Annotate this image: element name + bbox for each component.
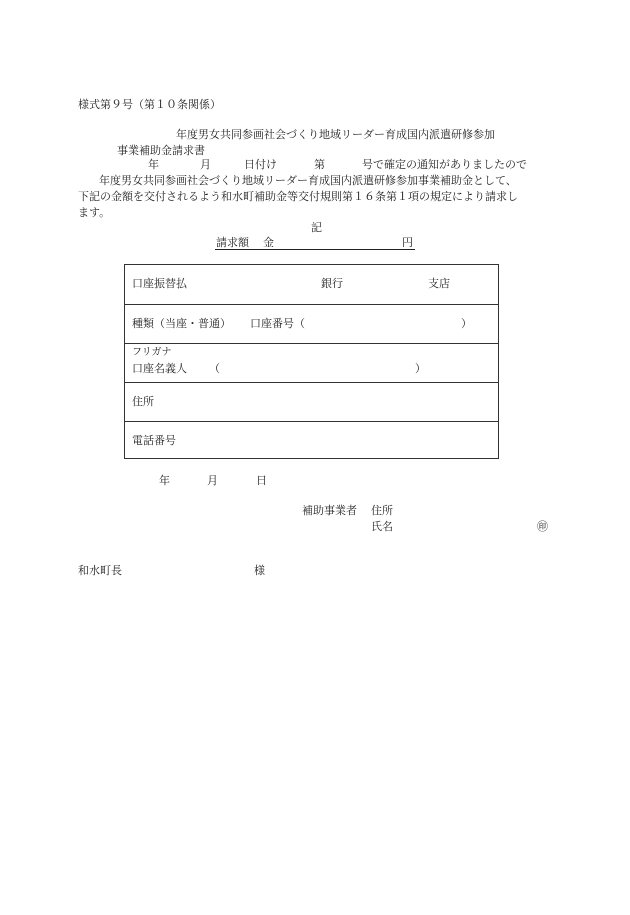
notice-year: 年 xyxy=(148,158,159,171)
body-line-2: 下記の金額を交付されるよう和水町補助金等交付規則第１６条第１項の規定により請求し xyxy=(78,190,518,203)
body-line-1: 年度男女共同参画社会づくり地域リーダー育成国内派遣研修参加事業補助金として、 xyxy=(99,174,517,187)
title-line-1: 年度男女共同参画社会づくり地域リーダー育成国内派遣研修参加 xyxy=(176,128,495,141)
account-type-row xyxy=(125,304,498,344)
claim-kin: 金 xyxy=(263,236,274,249)
applicant-address-label: 住所 xyxy=(371,504,393,517)
holder-open: （ xyxy=(209,362,220,375)
date-month: 月 xyxy=(207,474,218,487)
holder-label: 口座名義人 xyxy=(132,362,187,375)
notice-month: 月 xyxy=(200,158,211,171)
account-holder-row xyxy=(125,343,498,383)
date-day: 日 xyxy=(256,474,267,487)
address-label: 住所 xyxy=(132,395,154,408)
transfer-label: 口座振替払 xyxy=(132,277,187,290)
notice-number-suffix: 号で確定の通知がありましたので xyxy=(362,158,527,171)
notice-dai: 第 xyxy=(314,158,325,171)
title-line-2: 事業補助金請求書 xyxy=(117,144,205,157)
bank-row xyxy=(125,265,498,304)
body-line-3: ます。 xyxy=(78,206,111,219)
account-type-label: 種類（当座・普通） xyxy=(132,317,231,330)
bank-account-table xyxy=(124,264,499,459)
notice-date-suffix: 日付け xyxy=(244,158,277,171)
holder-close: ） xyxy=(415,362,426,375)
date-year: 年 xyxy=(159,474,170,487)
addressee-title: 和水町長 xyxy=(78,564,122,577)
addressee-sama: 様 xyxy=(254,564,265,577)
furigana-label: フリガナ xyxy=(132,347,172,358)
form-number: 様式第９号（第１０条関係） xyxy=(78,98,221,111)
account-number-close: ） xyxy=(461,317,472,330)
address-row xyxy=(125,382,498,422)
ki-heading: 記 xyxy=(311,221,322,234)
phone-row xyxy=(125,421,498,461)
phone-label: 電話番号 xyxy=(132,434,176,447)
branch-label: 支店 xyxy=(428,277,450,290)
applicant-name-label: 氏名 xyxy=(371,520,393,533)
account-number-label: 口座番号（ xyxy=(250,317,305,330)
claim-amount-line xyxy=(215,236,415,250)
claim-label: 請求額 xyxy=(216,236,249,249)
claim-yen: 円 xyxy=(402,236,413,249)
applicant-label: 補助事業者 xyxy=(302,504,357,517)
bank-label: 銀行 xyxy=(321,277,343,290)
seal-mark: ㊞ xyxy=(537,520,548,533)
